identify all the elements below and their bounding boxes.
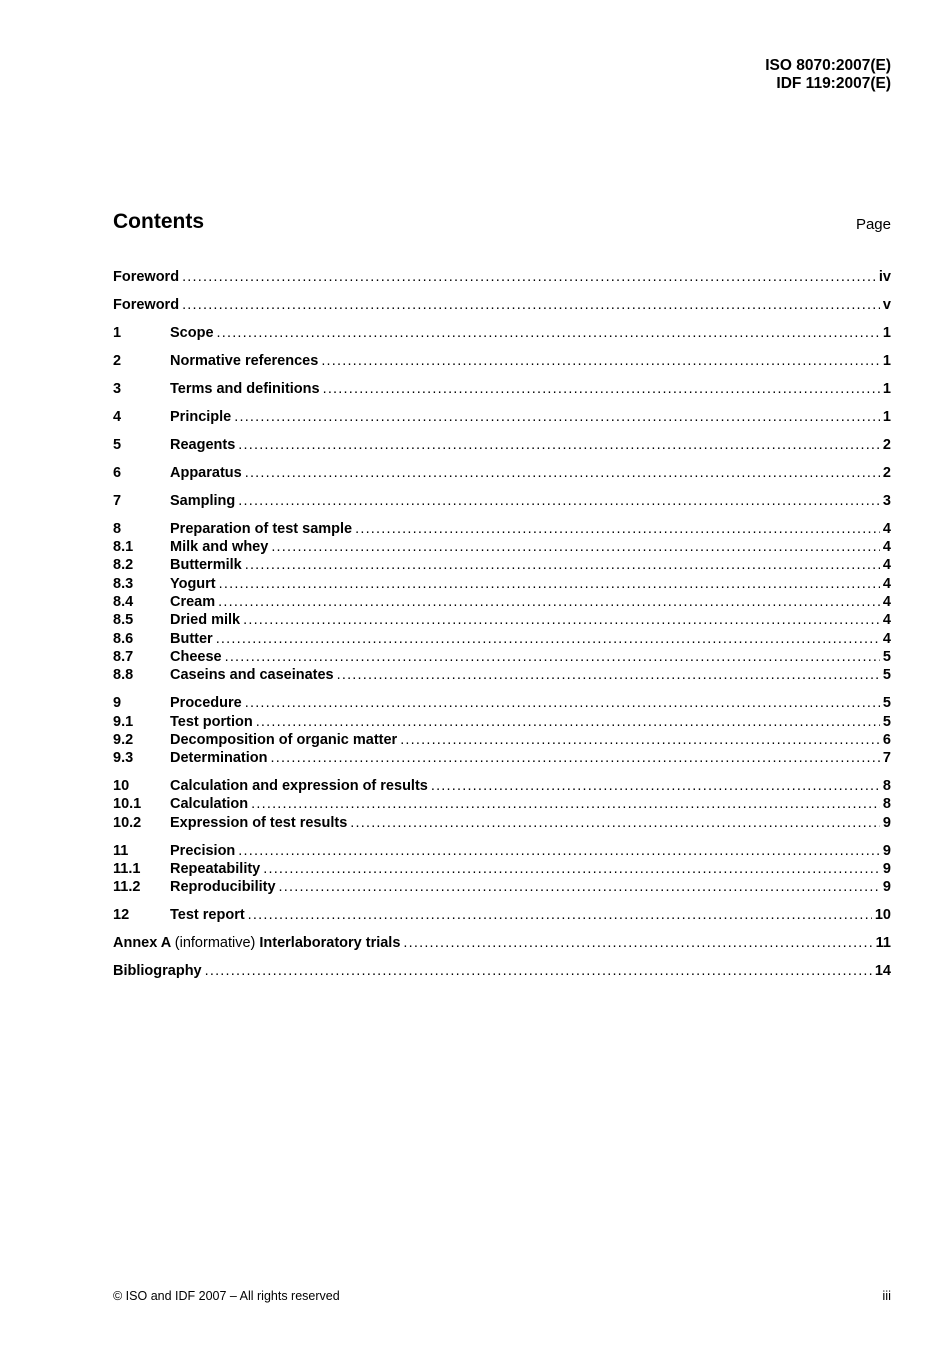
toc-entry-number: 8.1	[113, 539, 134, 556]
toc-entry-title: Preparation of test sample	[170, 520, 353, 537]
toc-entry-page: v	[882, 296, 891, 313]
leader-dots	[251, 795, 880, 813]
toc-entry[interactable]	[113, 575, 891, 593]
toc-entry-title: Dried milk	[170, 612, 241, 629]
toc-entry-title: Caseins and caseinates	[170, 667, 334, 684]
toc-entry-page: 14	[874, 963, 891, 980]
page-column-label: Page	[855, 216, 891, 233]
toc-entry-number: 7	[113, 492, 122, 509]
toc-entry-number: 11.1	[113, 860, 141, 877]
toc-entry-title: Test portion	[170, 713, 253, 730]
toc-entry-title: Reagents	[170, 436, 236, 453]
leader-dots	[323, 380, 880, 398]
toc-entry[interactable]	[113, 520, 891, 538]
toc-entry-title: Calculation and expression of results	[170, 778, 428, 795]
leader-dots	[219, 575, 880, 593]
toc-entry[interactable]	[113, 694, 891, 712]
toc-entry-page: 1	[882, 352, 891, 369]
toc-entry[interactable]	[113, 538, 891, 556]
toc-entry[interactable]	[113, 268, 891, 286]
toc-entry-title: Butter	[170, 630, 213, 647]
toc-entry-title: Terms and definitions	[170, 380, 320, 397]
toc-entry[interactable]	[113, 630, 891, 648]
toc-entry-number: 9.3	[113, 750, 134, 767]
toc-entry-number: 8.7	[113, 648, 134, 665]
toc-entry-number: 3	[113, 380, 122, 397]
toc-entry[interactable]	[113, 611, 891, 629]
toc-entry-number: 5	[113, 436, 122, 453]
leader-dots	[279, 878, 880, 896]
leader-dots	[245, 464, 880, 482]
leader-dots	[245, 556, 880, 574]
leader-dots	[271, 749, 880, 767]
toc-entry[interactable]	[113, 713, 891, 731]
page-title: Contents	[113, 210, 204, 233]
toc-entry[interactable]	[113, 906, 891, 924]
toc-entry-page: 5	[882, 695, 891, 712]
toc-entry-number: 6	[113, 464, 122, 481]
toc-entry-page: 9	[882, 842, 891, 859]
leader-dots	[321, 352, 880, 370]
toc-entry[interactable]	[113, 777, 891, 795]
leader-dots	[271, 538, 880, 556]
toc-entry[interactable]	[113, 380, 891, 398]
toc-entry-title: Calculation	[170, 796, 249, 813]
leader-dots	[216, 630, 880, 648]
toc-entry-title: Repeatability	[170, 860, 261, 877]
annex-title: Interlaboratory trials	[259, 935, 401, 952]
toc-entry-bibliography[interactable]	[113, 962, 891, 980]
toc-entry-page: 4	[882, 539, 891, 556]
toc-entry-number: 8.5	[113, 612, 134, 629]
toc-entry[interactable]	[113, 749, 891, 767]
toc-entry[interactable]	[113, 593, 891, 611]
leader-dots	[245, 694, 880, 712]
toc-entry-page: 1	[882, 408, 891, 425]
toc-entry[interactable]	[113, 436, 891, 454]
toc-entry-page: 8	[882, 796, 891, 813]
toc-entry-page: 9	[882, 879, 891, 896]
leader-dots	[234, 408, 880, 426]
toc-entry-number: 9	[113, 695, 122, 712]
toc-entry[interactable]	[113, 666, 891, 684]
toc-entry-number: 1	[113, 324, 122, 341]
toc-entry-title: Bibliography	[113, 963, 202, 980]
toc-entry[interactable]	[113, 731, 891, 749]
toc-entry[interactable]	[113, 860, 891, 878]
toc-entry-title: Procedure	[170, 695, 242, 712]
leader-dots	[182, 296, 880, 314]
toc-entry-title: Cheese	[170, 648, 222, 665]
toc-entry-page: 2	[882, 436, 891, 453]
annex-type: (informative)	[174, 935, 256, 952]
toc-entry[interactable]	[113, 408, 891, 426]
toc-entry-title: Decomposition of organic matter	[170, 731, 398, 748]
toc-entry-page: 5	[882, 713, 891, 730]
leader-dots	[350, 814, 880, 832]
toc-entry-page: 9	[882, 814, 891, 831]
toc-entry-title: Foreword	[113, 269, 180, 285]
toc-entry-page: 8	[882, 778, 891, 795]
toc-entry-page: 9	[882, 860, 891, 877]
toc-entry-title: Test report	[170, 907, 245, 924]
leader-dots	[238, 436, 880, 454]
toc-entry-number: 10	[113, 778, 130, 795]
toc-entry-page: 4	[882, 557, 891, 574]
toc-entry-number: 9.1	[113, 713, 134, 730]
toc-entry-page: 4	[882, 520, 891, 537]
toc-entry-number: 4	[113, 408, 122, 425]
standard-number-iso: ISO 8070:2007(E)	[765, 57, 891, 74]
standard-number-idf: IDF 119:2007(E)	[776, 75, 891, 92]
leader-dots	[403, 934, 872, 952]
leader-dots	[248, 906, 872, 924]
toc-entry-page: 4	[882, 630, 891, 647]
toc-entry-number: 11	[113, 842, 129, 859]
leader-dots	[355, 520, 880, 538]
toc-entry-number: 12	[113, 907, 130, 924]
toc-entry[interactable]	[113, 878, 891, 896]
toc-entry-page: iv	[878, 269, 891, 285]
page-number: iii	[882, 1288, 891, 1303]
toc-entry-page: 4	[882, 594, 891, 611]
toc-entry-page: 4	[882, 612, 891, 629]
leader-dots	[243, 611, 880, 629]
toc-entry-number: 2	[113, 352, 122, 369]
leader-dots	[337, 666, 880, 684]
annex-label: Annex A	[113, 935, 171, 952]
leader-dots	[256, 713, 880, 731]
toc-entry-page: 1	[882, 324, 891, 341]
toc-entry-number: 9.2	[113, 731, 134, 748]
toc-entry-title: Buttermilk	[170, 557, 242, 574]
toc-entry-title: Normative references	[170, 352, 319, 369]
copyright-notice: © ISO and IDF 2007 – All rights reserved	[113, 1289, 340, 1303]
toc-entry-page: 4	[882, 575, 891, 592]
toc-entry-number: 8.3	[113, 575, 134, 592]
leader-dots	[263, 860, 880, 878]
toc-entry-page: 11	[875, 935, 891, 952]
toc-entry-page: 5	[882, 648, 891, 665]
table-of-contents	[113, 268, 891, 981]
toc-entry-page: 2	[882, 464, 891, 481]
toc-entry[interactable]	[113, 352, 891, 370]
toc-entry[interactable]	[113, 492, 891, 510]
toc-entry-number: 8.4	[113, 594, 134, 611]
toc-entry-number: 10.1	[113, 796, 142, 813]
toc-entry-number: 8.8	[113, 667, 134, 684]
toc-entry-title: Sampling	[170, 492, 236, 509]
toc-entry-page: 3	[882, 492, 891, 509]
leader-dots	[182, 268, 876, 286]
toc-entry-number: 11.2	[113, 879, 141, 896]
toc-entry[interactable]	[113, 556, 891, 574]
toc-entry-title: Principle	[170, 408, 232, 425]
leader-dots	[238, 842, 880, 860]
leader-dots	[218, 593, 880, 611]
toc-entry-title: Foreword	[113, 296, 180, 313]
toc-entry-number: 8.6	[113, 630, 134, 647]
toc-entry-title: Scope	[170, 324, 214, 341]
leader-dots	[400, 731, 880, 749]
toc-entry-title: Reproducibility	[170, 879, 276, 896]
leader-dots	[238, 492, 880, 510]
toc-entry-title: Determination	[170, 750, 268, 767]
toc-entry-page: 6	[882, 731, 891, 748]
toc-entry-number: 8	[113, 520, 122, 537]
toc-entry[interactable]	[113, 324, 891, 342]
toc-entry[interactable]	[113, 814, 891, 832]
toc-entry-title: Expression of test results	[170, 814, 348, 831]
toc-entry-title: Milk and whey	[170, 539, 269, 556]
toc-entry-title: Cream	[170, 594, 216, 611]
leader-dots	[217, 324, 880, 342]
leader-dots	[431, 777, 880, 795]
toc-entry-title: Apparatus	[170, 464, 242, 481]
leader-dots	[205, 962, 872, 980]
toc-entry-page: 5	[882, 667, 891, 684]
toc-entry[interactable]	[113, 464, 891, 482]
toc-entry[interactable]	[113, 842, 891, 860]
toc-entry-page: 7	[882, 750, 891, 767]
toc-entry-number: 8.2	[113, 557, 134, 574]
toc-entry-title: Yogurt	[170, 575, 216, 592]
toc-entry-annex-a[interactable]	[113, 934, 891, 952]
toc-entry[interactable]	[113, 296, 891, 314]
toc-entry[interactable]	[113, 648, 891, 666]
toc-entry-page: 1	[882, 380, 891, 397]
toc-entry[interactable]	[113, 795, 891, 813]
leader-dots	[225, 648, 880, 666]
document-header	[765, 57, 891, 93]
toc-entry-page: 10	[874, 907, 891, 924]
toc-entry-title: Precision	[170, 842, 236, 859]
toc-entry-number: 10.2	[113, 814, 142, 831]
